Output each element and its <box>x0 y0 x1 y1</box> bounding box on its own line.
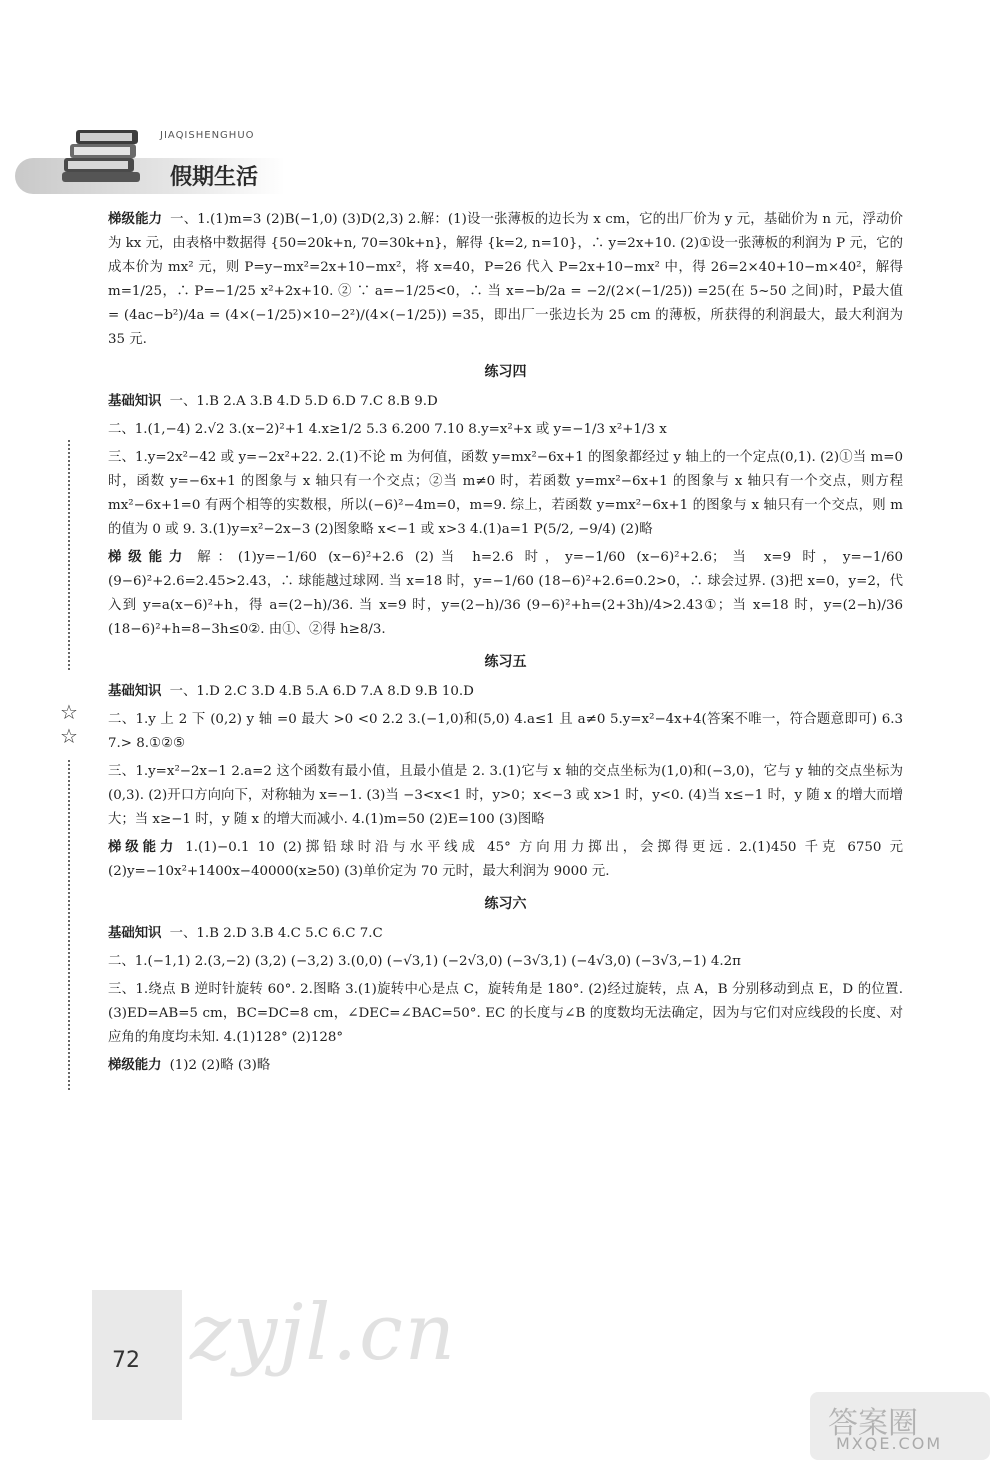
star-icons: ☆ ☆ <box>60 700 78 748</box>
section-title: 练习四 <box>484 364 527 380</box>
answer-block <box>108 680 903 704</box>
margin-dotted-line-upper <box>68 440 70 670</box>
block-text: 一、1.B 2.A 3.B 4.D 5.D 6.D 7.C 8.B 9.D <box>169 394 438 409</box>
answer-block <box>108 390 903 414</box>
block-text: 二、1.y 上 2 下 (0,2) y 轴 =0 最大 >0 <0 2.2 3.(−1,0)和(5,0) 4.a≤1 且 a≠0 5.y=x²−4x+4(答案不唯一，符合题意即可) 6.3 7.> 8.①②⑤ <box>108 712 903 751</box>
block-label: 梯级能力 <box>108 1058 162 1073</box>
book-header <box>0 120 300 200</box>
page-number: 72 <box>112 1348 140 1373</box>
logo-text-en: MXQE.COM <box>836 1434 943 1453</box>
block-text: 一、1.B 2.D 3.B 4.C 5.C 6.C 7.C <box>169 926 383 941</box>
block-label: 基础知识 <box>108 394 162 409</box>
block-text: 三、1.y=2x²−42 或 y=−2x²+22. 2.(1)不论 m 为何值，函数 y=mx²−6x+1 的图象都经过 y 轴上的一个定点(0,1). (2)①当 m=0 时，函数 y=−6x+1 的图象与 x 轴只有一个交点；②当 m≠0 时，若函数 y=mx²−6x+1 的图象与 x 轴只有一个交点，则方程 mx²−6x+1=0 有两个相等的实数根，所以(−6)²−4m=0，m=9. 综上，若函数 y=mx²−6x+1 的图象与 x 轴只有一个交点，则 m 的值为 0 或 9. 3.(1)y=x²−2x−3 (2)图象略 x<−1 或 x>3 4.(1)a=1 P(5/2, −9/4) (2)略 <box>108 450 903 537</box>
answer-block <box>108 446 903 542</box>
block-label: 基础知识 <box>108 926 162 941</box>
answer-content <box>108 208 903 1082</box>
block-text: 1.(1)−0.1 10 (2)掷铅球时沿与水平线成 45° 方向用力掷出，会掷得更远. 2.(1)450 千克 6750 元 (2)y=−10x²+1400x−40000(x≥50) (3)单价定为 70 元时，最大利润为 9000 元. <box>108 840 904 879</box>
watermark: zyjl.cn <box>190 1288 458 1378</box>
book-title: 假期生活 <box>170 165 259 190</box>
answer-block <box>108 836 903 884</box>
answer-block <box>108 760 903 832</box>
answer-block <box>108 978 903 1050</box>
answer-block <box>108 1054 903 1078</box>
block-label: 梯级能力 <box>108 212 163 227</box>
block-text: 一、1.D 2.C 3.D 4.B 5.A 6.D 7.A 8.D 9.B 10.D <box>169 684 474 699</box>
header-pinyin: JIAQISHENGHUO <box>160 130 255 141</box>
block-text: 三、1.绕点 B 逆时针旋转 60°. 2.图略 3.(1)旋转中心是点 C，旋转角是 180°. (2)经过旋转，点 A，B 分别移动到点 E，D 的位置. (3)ED=AB=5 cm，BC=DC=8 cm，∠DEC=∠BAC=50°. EC 的长度与∠B 的度数均无法确定，因为与它们对应线段的长度、对应角的角度均未知. 4.(1)128° (2)128° <box>108 982 903 1045</box>
block-label: 基础知识 <box>108 684 162 699</box>
block-text: 二、1.(−1,1) 2.(3,−2) (3,2) (−3,2) 3.(0,0) (−√3,1) (−2√3,0) (−3√3,1) (−4√3,0) (−3√3,−1) 4.2π <box>108 954 741 969</box>
answer-block <box>108 950 903 974</box>
page-number-box <box>92 1290 182 1420</box>
answer-block <box>108 208 903 352</box>
section-title: 练习六 <box>484 896 527 912</box>
block-text: (1)2 (2)略 (3)略 <box>169 1058 271 1073</box>
answer-block <box>108 922 903 946</box>
corner-watermark-logo <box>810 1392 990 1460</box>
block-text: 一、1.(1)m=3 (2)B(−1,0) (3)D(2,3) 2.解：(1)设一张薄板的边长为 x cm，它的出厂价为 y 元，基础价为 n 元，浮动价为 kx 元，由表格中数据得 {50=20k+n, 70=30k+n}，解得 {k=2, n=10}，∴ y=2x+10. (2)①设一张薄板的利润为 P 元，它的成本价为 mx² 元，则 P=y−mx²=2x+10−mx²，将 x=40，P=26 代入 P=2x+10−mx² 中，得 26=2×40+10−m×40²，解得 m=1/25，∴ P=−1/25 x²+2x+10. ② ∵ a=−1/25<0，∴ 当 x=−b/2a = −2/(2×(−1/25)) =25(在 5~50 之间)时，P最大值 = (4ac−b²)/4a = (4×(−1/25)×10−2²)/(4×(−1/25)) =35，即出厂一张边长为 25 cm 的薄板，所获得的利润最大，最大利润为 35 元. <box>108 212 904 347</box>
answer-block <box>108 418 903 442</box>
answer-block <box>108 546 903 642</box>
margin-dotted-line-lower <box>68 760 70 1090</box>
section-title: 练习五 <box>484 654 527 670</box>
block-label: 梯级能力 <box>108 840 178 855</box>
block-label: 梯级能力 <box>108 550 190 565</box>
logo-text-cn: 答案圈 <box>828 1406 918 1441</box>
block-text: 二、1.(1,−4) 2.√2 3.(x−2)²+1 4.x≥1/2 5.3 6.200 7.10 8.y=x²+x 或 y=−1/3 x²+1/3 x <box>108 422 667 437</box>
block-text: 三、1.y=x²−2x−1 2.a=2 这个函数有最小值，且最小值是 2. 3.(1)它与 x 轴的交点坐标为(1,0)和(−3,0)，它与 y 轴的交点坐标为(0,3). (2)开口方向向下，对称轴为 x=−1. (3)当 −3<x<1 时，y>0；x<−3 或 x>1 时，y<0. (4)当 x≤−1 时，y 随 x 的增大而增大；当 x≥−1 时，y 随 x 的增大而减小. 4.(1)m=50 (2)E=100 (3)图略 <box>108 764 903 827</box>
answer-block <box>108 708 903 756</box>
block-text: 解：(1)y=−1/60 (x−6)²+2.6 (2)当 h=2.6 时，y=−1/60 (x−6)²+2.6；当 x=9 时，y=−1/60 (9−6)²+2.6=2.45>2.43，∴ 球能越过球网. 当 x=18 时，y=−1/60 (18−6)²+2.6=0.2>0，∴ 球会过界. (3)把 x=0，y=2，代入到 y=a(x−6)²+h，得 a=(2−h)/36. 当 x=9 时，y=(2−h)/36 (9−6)²+h=(2+3h)/4>2.43①；当 x=18 时，y=(2−h)/36 (18−6)²+h=8−3h≤0②. 由①、②得 h≥8/3. <box>108 550 904 637</box>
books-icon <box>60 128 150 188</box>
